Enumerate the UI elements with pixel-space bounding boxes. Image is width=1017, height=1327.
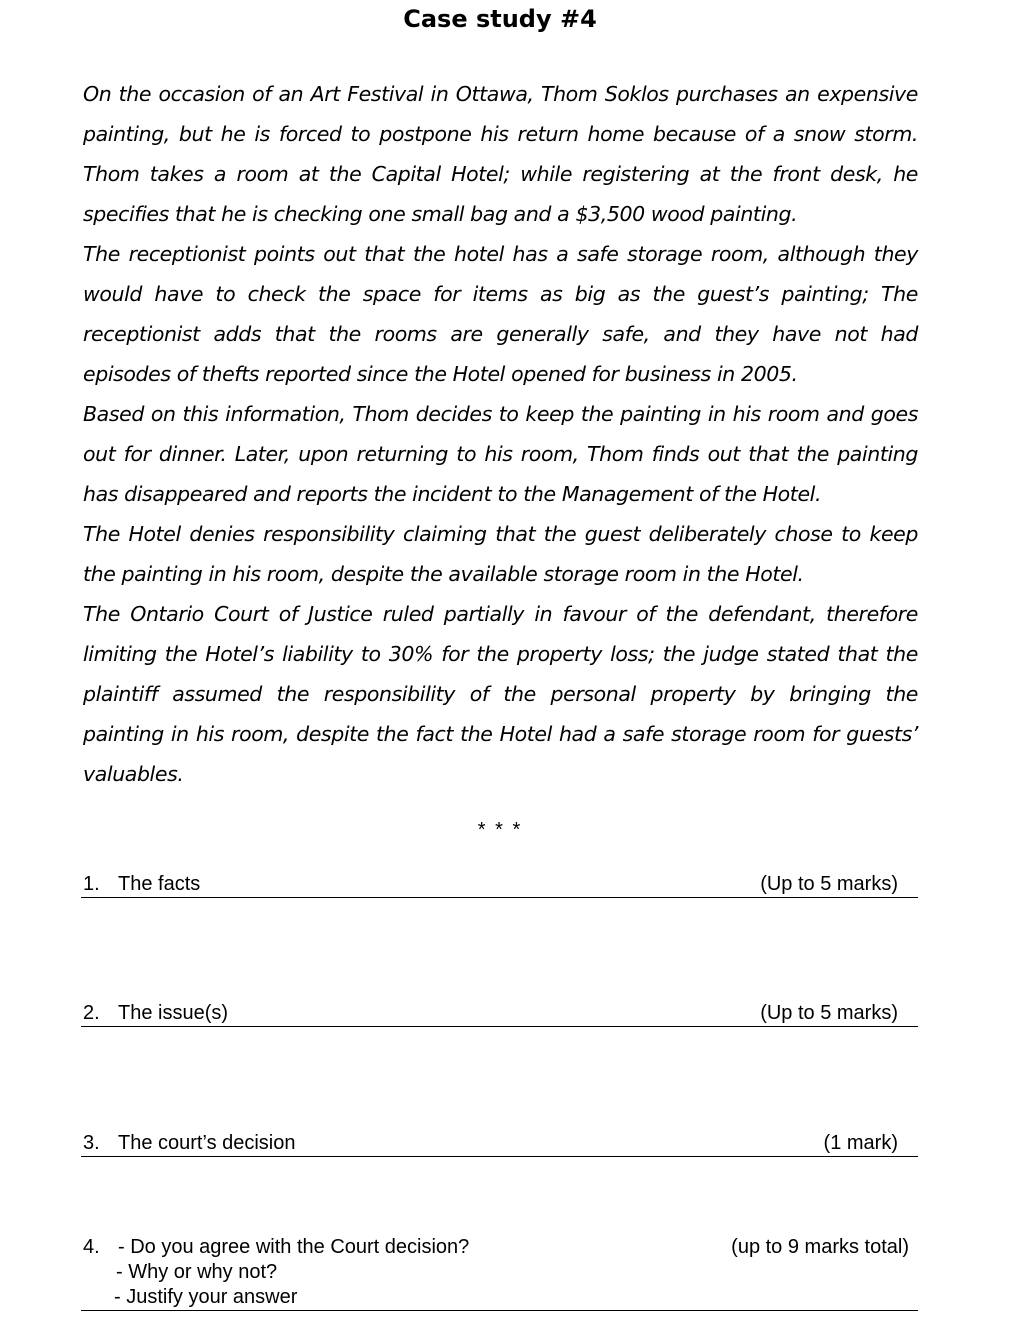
case-description — [83, 74, 918, 794]
case-paragraph: On the occasion of an Art Festival in Ottawa, Thom Soklos purchases an expensive painting, but he is forced to postpone his return home because of a snow storm. Thom takes a room at the Capital Hotel; while registering at the front desk, he specifies that he is checking one small bag and a $3,500 wood painting. — [83, 82, 918, 226]
question-marks: (up to 9 marks total) — [731, 1236, 909, 1258]
question-marks: (Up to 5 marks) — [760, 1002, 898, 1024]
case-paragraph: The Hotel denies responsibility claiming that the guest deliberately chose to keep the painting in his room, despite the available storage room in the Hotel. — [83, 522, 918, 586]
question-label: The court’s decision — [118, 1132, 296, 1154]
question-label: The issue(s) — [118, 1002, 229, 1024]
question-agree — [81, 1235, 918, 1311]
case-paragraph: The Ontario Court of Justice ruled partially in favour of the defendant, therefore limiting the Hotel’s liability to 30% for the property loss; the judge stated that the plaintiff assumed the responsibility of the personal property by bringing the painting in his room, despite the fact the Hotel had a safe storage room for guests’ valuables. — [83, 602, 918, 786]
question-number: 2. — [83, 1002, 100, 1024]
question-sub-line: - Justify your answer — [114, 1286, 298, 1308]
question-number: 1. — [83, 873, 100, 895]
question-label: - Do you agree with the Court decision? — [118, 1236, 470, 1258]
page-title: Case study #4 — [403, 5, 597, 33]
question-label: The facts — [118, 873, 201, 895]
case-paragraph: The receptionist points out that the hotel has a safe storage room, although they would have to check the space for items as big as the guest’s painting; The receptionist adds that the rooms are generally safe, and they have not had episodes of thefts reported since the Hotel opened for business in 2005. — [83, 242, 918, 386]
case-paragraph: Based on this information, Thom decides to keep the painting in his room and goes out for dinner. Later, upon returning to his room, Thom finds out that the painting has disappeared and reports the incident to the Management of the Hotel. — [83, 402, 918, 506]
question-issues — [81, 1001, 918, 1027]
question-number: 4. — [83, 1236, 100, 1258]
question-court-decision — [81, 1131, 918, 1157]
question-marks: (1 mark) — [823, 1132, 898, 1154]
question-facts — [81, 872, 918, 898]
question-marks: (Up to 5 marks) — [760, 873, 898, 895]
section-separator: * * * — [477, 819, 523, 841]
question-sub-line: - Why or why not? — [116, 1261, 278, 1283]
question-number: 3. — [83, 1132, 100, 1154]
